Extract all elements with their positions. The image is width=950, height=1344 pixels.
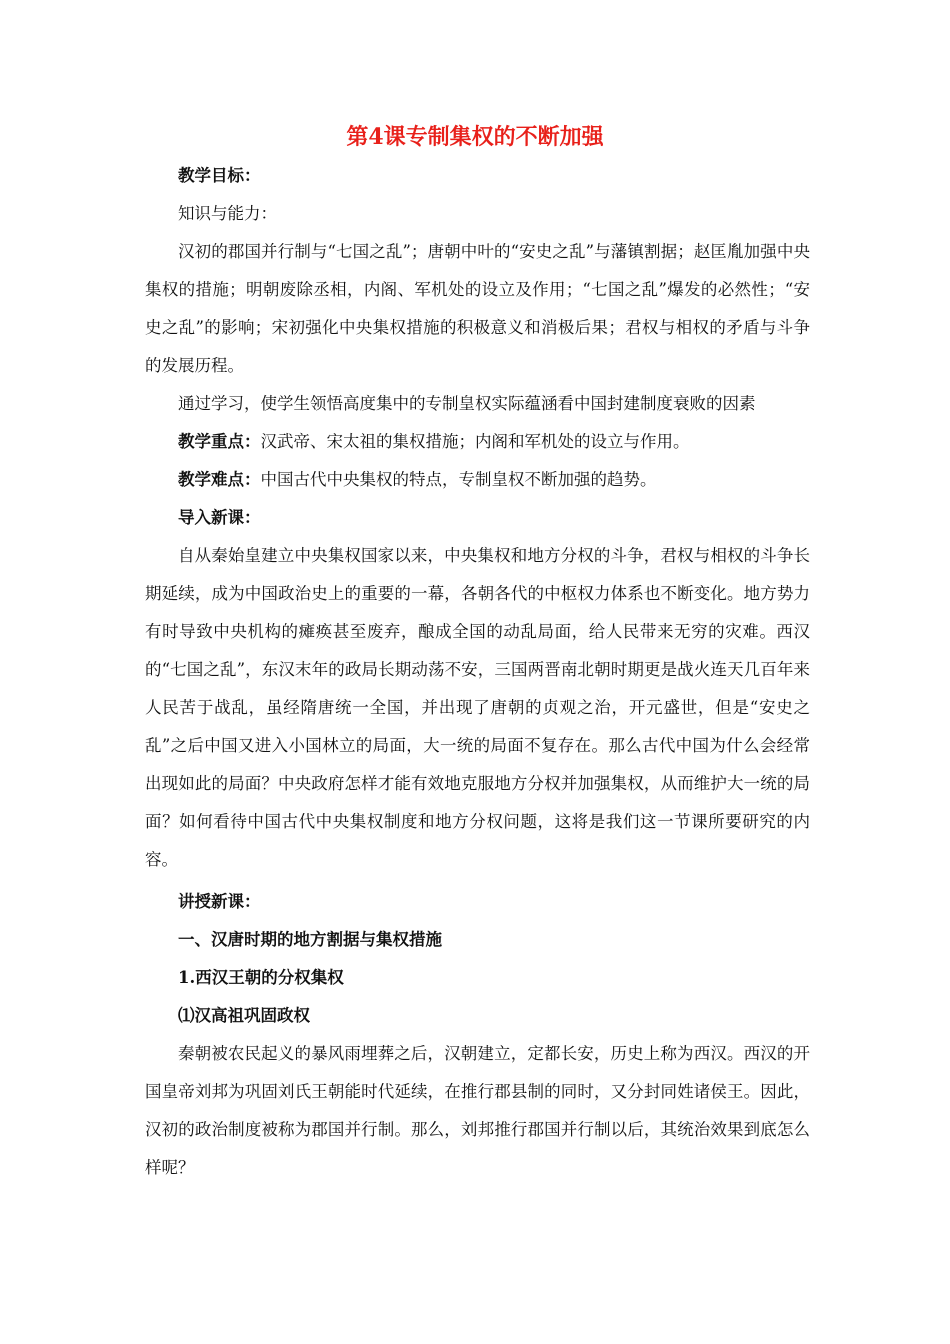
difficult-points-text: 中国古代中央集权的特点，专制皇权不断加强的趋势。	[260, 470, 657, 489]
key-points-label: 教学重点：	[178, 432, 261, 451]
section1-heading: 一、汉唐时期的地方割据与集权措施	[178, 930, 442, 949]
sub1-1-paragraph: 秦朝被农民起义的暴风雨埋葬之后，汉朝建立，定都长安，历史上称为西汉。西汉的开国皇帝刘邦为巩固刘氏王朝能时代延续，在推行郡县制的同时，又分封同姓诸侯王。因此，汉初的政治制度被称为郡国并行制。那么，刘邦推行郡国并行制以后，其统治效果到底怎么样呢？	[145, 1044, 810, 1177]
sub1-heading: 1.西汉王朝的分权集权	[178, 968, 344, 987]
lesson-title: 第4课专制集权的不断加强	[346, 124, 604, 150]
difficult-points-label: 教学难点：	[178, 470, 261, 489]
knowledge-paragraph: 汉初的郡国并行制与“七国之乱”；唐朝中叶的“安史之乱”与藩镇割据；赵匡胤加强中央集权的措施；明朝废除丞相，内阁、军机处的设立及作用；“七国之乱”爆发的必然性；“安史之乱”的影响；宋初强化中央集权措施的积极意义和消极后果；君权与相权的矛盾与斗争的发展历程。	[145, 242, 810, 375]
process-paragraph: 通过学习，使学生领悟高度集中的专制皇权实际蕴涵看中国封建制度衰败的因素	[178, 394, 756, 413]
difficult-points-line	[145, 461, 810, 499]
sub1-1-heading: ⑴汉高祖巩固政权	[178, 1006, 310, 1025]
knowledge-heading: 知识与能力：	[178, 204, 277, 223]
objectives-heading: 教学目标：	[178, 166, 261, 185]
intro-paragraph: 自从秦始皇建立中央集权国家以来，中央集权和地方分权的斗争，君权与相权的斗争长期延续，成为中国政治史上的重要的一幕，各朝各代的中枢权力体系也不断变化。地方势力有时导致中央机构的瘫痪甚至废弃，酿成全国的动乱局面，给人民带来无穷的灾难。西汉的“七国之乱”，东汉末年的政局长期动荡不安，三国两晋南北朝时期更是战火连天几百年来人民苦于战乱，虽经隋唐统一全国，并出现了唐朝的贞观之治，开元盛世，但是“安史之乱”之后中国又进入小国林立的局面，大一统的局面不复存在。那么古代中国为什么会经常出现如此的局面？中央政府怎样才能有效地克服地方分权并加强集权，从而维护大一统的局面？如何看待中国古代中央集权制度和地方分权问题，这将是我们这一节课所要研究的内容。	[145, 546, 810, 869]
intro-heading: 导入新课：	[178, 508, 261, 527]
key-points-text: 汉武帝、宋太祖的集权措施；内阁和军机处的设立与作用。	[260, 432, 690, 451]
key-points-line	[145, 423, 810, 461]
lecture-heading: 讲授新课：	[178, 892, 261, 911]
lesson-content	[145, 157, 810, 1187]
